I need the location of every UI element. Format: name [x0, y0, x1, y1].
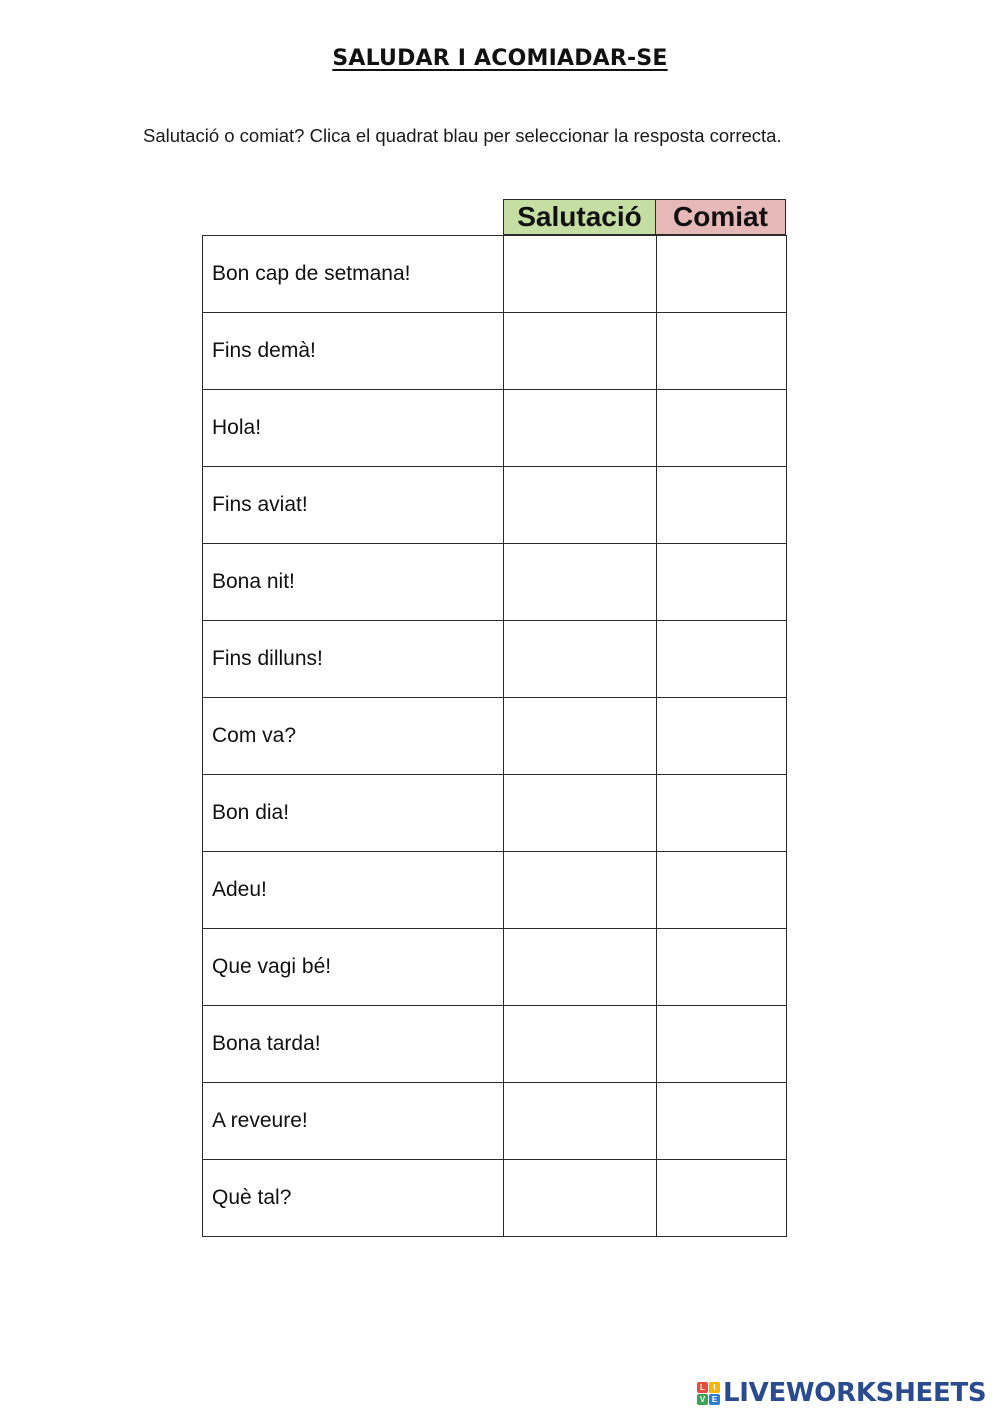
comiat-answer-box[interactable]	[657, 313, 787, 390]
table-row	[203, 544, 787, 621]
logo-tile-e: E	[709, 1394, 720, 1405]
table-row	[203, 929, 787, 1006]
salutacio-answer-box[interactable]	[504, 1006, 657, 1083]
comiat-answer-box[interactable]	[657, 1006, 787, 1083]
answer-table	[202, 235, 787, 1237]
phrase-cell: Com va?	[203, 698, 504, 775]
comiat-answer-box[interactable]	[657, 236, 787, 313]
comiat-answer-box[interactable]	[657, 775, 787, 852]
phrase-cell: Fins dilluns!	[203, 621, 504, 698]
comiat-answer-box[interactable]	[657, 467, 787, 544]
phrase-cell: Què tal?	[203, 1160, 504, 1237]
liveworksheets-logo-text: LIVEWORKSHEETS	[723, 1378, 987, 1408]
salutacio-answer-box[interactable]	[504, 1160, 657, 1237]
table-row	[203, 621, 787, 698]
salutacio-answer-box[interactable]	[504, 313, 657, 390]
table-row	[203, 1006, 787, 1083]
phrase-cell: A reveure!	[203, 1083, 504, 1160]
salutacio-answer-box[interactable]	[504, 621, 657, 698]
table-row	[203, 236, 787, 313]
header-salutacio: Salutació	[503, 199, 656, 235]
worksheet-title-text: SALUDAR I ACOMIADAR-SE	[332, 46, 668, 71]
phrase-cell: Bon dia!	[203, 775, 504, 852]
salutacio-answer-box[interactable]	[504, 698, 657, 775]
comiat-answer-box[interactable]	[657, 390, 787, 467]
instructions-text: Salutació o comiat? Clica el quadrat blau per seleccionar la resposta correcta.	[143, 125, 782, 146]
logo-tile-i: I	[709, 1382, 720, 1393]
phrase-cell: Adeu!	[203, 852, 504, 929]
worksheet-title	[0, 46, 1000, 71]
table-row	[203, 467, 787, 544]
table-row	[203, 390, 787, 467]
comiat-answer-box[interactable]	[657, 1083, 787, 1160]
phrase-cell: Fins demà!	[203, 313, 504, 390]
phrase-cell: Bon cap de setmana!	[203, 236, 504, 313]
salutacio-answer-box[interactable]	[504, 852, 657, 929]
header-comiat: Comiat	[655, 199, 786, 235]
phrase-cell: Bona nit!	[203, 544, 504, 621]
table-row	[203, 313, 787, 390]
table-row	[203, 852, 787, 929]
phrase-cell: Que vagi bé!	[203, 929, 504, 1006]
salutacio-answer-box[interactable]	[504, 467, 657, 544]
salutacio-answer-box[interactable]	[504, 1083, 657, 1160]
logo-tile-v: V	[697, 1394, 708, 1405]
salutacio-answer-box[interactable]	[504, 236, 657, 313]
comiat-answer-box[interactable]	[657, 852, 787, 929]
phrase-cell: Fins aviat!	[203, 467, 504, 544]
logo-tile-l: L	[697, 1382, 708, 1393]
phrase-cell: Bona tarda!	[203, 1006, 504, 1083]
comiat-answer-box[interactable]	[657, 929, 787, 1006]
table-row	[203, 1160, 787, 1237]
salutacio-answer-box[interactable]	[504, 775, 657, 852]
salutacio-answer-box[interactable]	[504, 544, 657, 621]
table-row	[203, 1083, 787, 1160]
liveworksheets-logo-icon	[697, 1382, 720, 1405]
comiat-answer-box[interactable]	[657, 621, 787, 698]
table-row	[203, 698, 787, 775]
phrase-cell: Hola!	[203, 390, 504, 467]
table-row	[203, 775, 787, 852]
comiat-answer-box[interactable]	[657, 544, 787, 621]
salutacio-answer-box[interactable]	[504, 929, 657, 1006]
comiat-answer-box[interactable]	[657, 698, 787, 775]
liveworksheets-logo[interactable]	[697, 1377, 986, 1409]
salutacio-answer-box[interactable]	[504, 390, 657, 467]
comiat-answer-box[interactable]	[657, 1160, 787, 1237]
